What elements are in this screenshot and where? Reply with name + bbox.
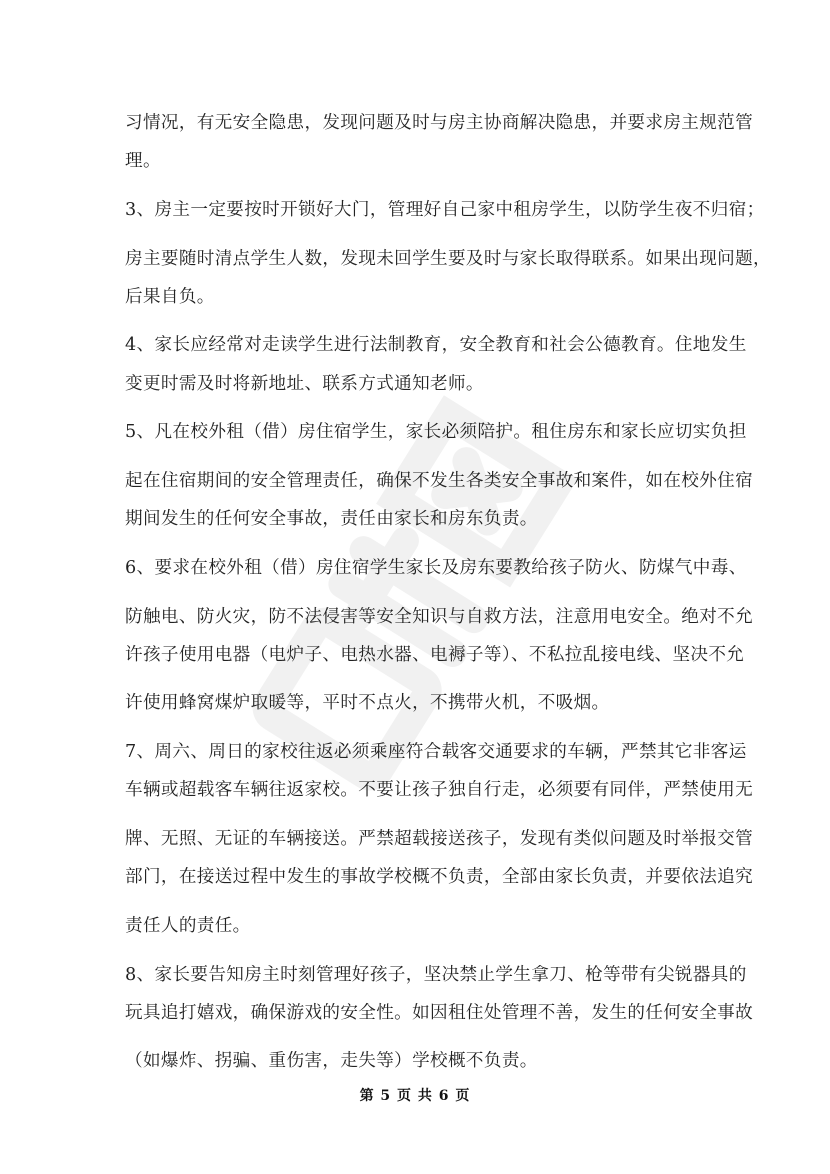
text-line: 许使用蜂窝煤炉取暖等，平时不点火，不携带火机，不吸烟。 [125, 693, 610, 714]
text-line: 许孩子使用电器（电炉子、电热水器、电褥子等）、不私拉乱接电线、坚决不允 [125, 644, 745, 665]
text-line: 防触电、防火灾，防不法侵害等安全知识与自救方法，注意用电安全。绝对不允 [125, 606, 754, 627]
text-line: 习情况，有无安全隐患，发现问题及时与房主协商解决隐患，并要求房主规范管 [125, 113, 754, 133]
text-line: 6、要求在校外租（借）房住宿学生家长及房东要教给孩子防火、防煤气中毒、 [125, 557, 747, 578]
text-line: 4、家长应经常对走读学生进行法制教育，安全教育和社会公德教育。住地发生 [125, 335, 747, 356]
text-line: 8、家长要告知房主时刻管理好孩子，坚决禁止学生拿刀、枪等带有尖锐器具的 [125, 964, 747, 985]
text-line: 7、周六、周日的家校往返必须乘座符合载客交通要求的车辆，严禁其它非客运 [125, 742, 747, 763]
text-line: 房主要随时清点学生人数，发现未回学生要及时与家长取得联系。如果出现问题， [125, 248, 771, 269]
text-line: 玩具追打嬉戏，确保游戏的安全性。如因租住处管理不善，发生的任何安全事故 [125, 1002, 754, 1023]
text-line: 3、房主一定要按时开锁好大门，管理好自己家中租房学生，以防学生夜不归宿； [125, 199, 765, 220]
text-line: 变更时需及时将新地址、联系方式通知老师。 [125, 373, 484, 394]
page-number-footer: 第 5 页 共 6 页 [359, 1088, 471, 1104]
text-line: 牌、无照、无证的车辆接送。严禁超载接送孩子，发现有类似问题及时举报交管 [125, 829, 754, 849]
text-line: （如爆炸、拐骗、重伤害，走失等）学校概不负责。 [125, 1051, 538, 1072]
text-line: 责任人的责任。 [125, 915, 251, 936]
body-text [125, 104, 771, 1081]
text-line: 车辆或超载客车辆往返家校。不要让孩子独自行走，必须要有同伴，严禁使用无 [125, 780, 754, 801]
text-line: 期间发生的任何安全事故，责任由家长和房东负责。 [125, 509, 538, 530]
text-line: 部门，在接送过程中发生的事故学校概不负责，全部由家长负责，并要依法追究 [125, 867, 754, 888]
text-line: 后果自负。 [125, 286, 215, 307]
text-line: 起在住宿期间的安全管理责任，确保不发生各类安全事故和案件，如在校外住宿 [125, 471, 754, 491]
text-line: 理。 [125, 151, 161, 172]
text-line: 5、凡在校外租（借）房住宿学生，家长必须陪护。租住房东和家长应切实负担 [125, 422, 747, 443]
